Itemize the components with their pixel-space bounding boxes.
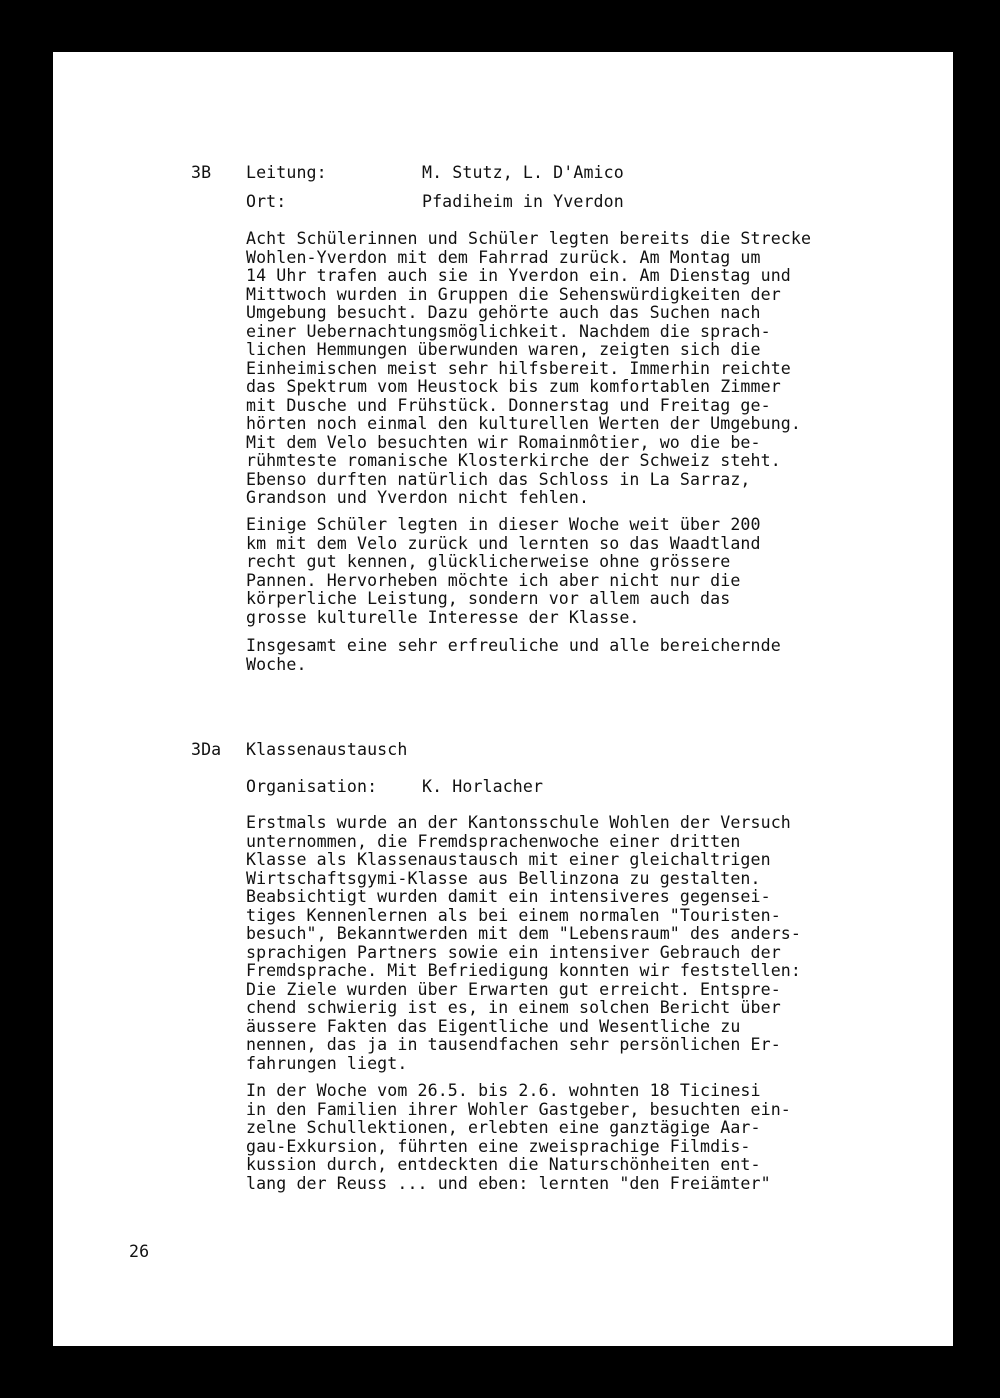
text-line: einer Uebernachtungsmöglichkeit. Nachdem die sprach-	[246, 321, 771, 341]
text-line: lang der Reuss ... und eben: lernten "den Freiämter"	[246, 1173, 771, 1193]
leitung-value: M. Stutz, L. D'Amico	[422, 163, 624, 182]
leitung-label: Leitung:	[246, 163, 327, 182]
text-line: nennen, das ja in tausendfachen sehr persönlichen Er-	[246, 1035, 781, 1054]
text-line: Mit dem Velo besuchten wir Romainmôtier, wo die be-	[246, 432, 761, 452]
text-line: Wohlen-Yverdon mit dem Fahrrad zurück. Am Montag um	[246, 247, 761, 267]
text-line: Umgebung besucht. Dazu gehörte auch das Suchen nach	[246, 303, 761, 322]
text-line: körperliche Leistung, sondern vor allem auch das	[246, 589, 731, 608]
text-line: Insgesamt eine sehr erfreuliche und alle bereichernde	[246, 636, 781, 655]
ort-label: Ort:	[246, 192, 287, 211]
text-line: Fremdsprache. Mit Befriedigung konnten wir feststellen:	[246, 961, 801, 980]
organisation-label: Organisation:	[246, 777, 378, 796]
text-line: mit Dusche und Frühstück. Donnerstag und Freitag ge-	[246, 395, 771, 415]
text-line: unternommen, die Fremdsprachenwoche einer dritten	[246, 831, 741, 851]
text-line: 14 Uhr trafen auch sie in Yverdon ein. Am Dienstag und	[246, 266, 791, 285]
text-line: Grandson und Yverdon nicht fehlen.	[246, 488, 590, 507]
section-3da-paragraph-1	[246, 814, 886, 1073]
text-line: sprachigen Partners sowie ein intensiver Gebrauch der	[246, 942, 781, 962]
organisation-value: K. Horlacher	[422, 777, 544, 796]
text-line: Einige Schüler legten in dieser Woche weit über 200	[246, 515, 761, 534]
section-3b-paragraph-2	[246, 516, 886, 627]
text-line: besuch", Bekanntwerden mit dem "Lebensraum" des anders-	[246, 924, 801, 943]
text-line: Erstmals wurde an der Kantonsschule Wohlen der Versuch	[246, 813, 791, 832]
text-line: Wirtschaftsgymi-Klasse aus Bellinzona zu gestalten.	[246, 868, 761, 888]
text-line: Pannen. Hervorheben möchte ich aber nicht nur die	[246, 570, 741, 590]
section-3b-paragraph-3	[246, 637, 886, 674]
text-line: zelne Schullektionen, erlebten eine ganztägige Aar-	[246, 1118, 761, 1137]
text-line: rühmteste romanische Klosterkirche der Schweiz steht.	[246, 451, 781, 470]
text-line: kussion durch, entdeckten die Naturschönheiten ent-	[246, 1155, 761, 1174]
text-line: äussere Fakten das Eigentliche und Wesentliche zu	[246, 1016, 741, 1036]
text-line: hörten noch einmal den kulturellen Werten der Umgebung.	[246, 414, 801, 433]
text-line: chend schwierig ist es, in einem solchen Bericht über	[246, 998, 781, 1017]
text-line: Acht Schülerinnen und Schüler legten bereits die Strecke	[246, 229, 812, 248]
text-line: In der Woche vom 26.5. bis 2.6. wohnten 18 Ticinesi	[246, 1081, 761, 1100]
text-line: Ebenso durften natürlich das Schloss in La Sarraz,	[246, 469, 751, 489]
section-3da-code: 3Da	[191, 740, 222, 759]
text-line: Mittwoch wurden in Gruppen die Sehenswürdigkeiten der	[246, 284, 781, 304]
text-line: grosse kulturelle Interesse der Klasse.	[246, 607, 640, 627]
text-line: in den Familien ihrer Wohler Gastgeber, besuchten ein-	[246, 1099, 791, 1119]
section-3da-paragraph-2	[246, 1082, 886, 1193]
text-line: recht gut kennen, glücklicherweise ohne grössere	[246, 552, 731, 571]
section-3b-code: 3B	[191, 163, 212, 182]
page-number: 26	[129, 1242, 150, 1261]
section-3da-title: Klassenaustausch	[246, 740, 408, 759]
text-line: fahrungen liegt.	[246, 1053, 408, 1073]
text-line: km mit dem Velo zurück und lernten so das Waadtland	[246, 533, 761, 553]
ort-value: Pfadiheim in Yverdon	[422, 192, 624, 211]
section-3b-paragraph-1	[246, 230, 886, 508]
text-line: das Spektrum vom Heustock bis zum komfortablen Zimmer	[246, 377, 781, 396]
text-line: lichen Hemmungen überwunden waren, zeigten sich die	[246, 340, 761, 359]
text-line: tiges Kennenlernen als bei einem normalen "Touristen-	[246, 905, 781, 925]
text-line: gau-Exkursion, führten eine zweisprachige Filmdis-	[246, 1136, 751, 1156]
text-line: Die Ziele wurden über Erwarten gut erreicht. Entspre-	[246, 979, 781, 999]
text-line: Einheimischen meist sehr hilfsbereit. Immerhin reichte	[246, 358, 791, 378]
document-page	[53, 52, 953, 1346]
text-line: Woche.	[246, 654, 307, 674]
text-line: Beabsichtigt wurden damit ein intensiveres gegensei-	[246, 887, 771, 906]
text-line: Klasse als Klassenaustausch mit einer gleichaltrigen	[246, 850, 771, 869]
